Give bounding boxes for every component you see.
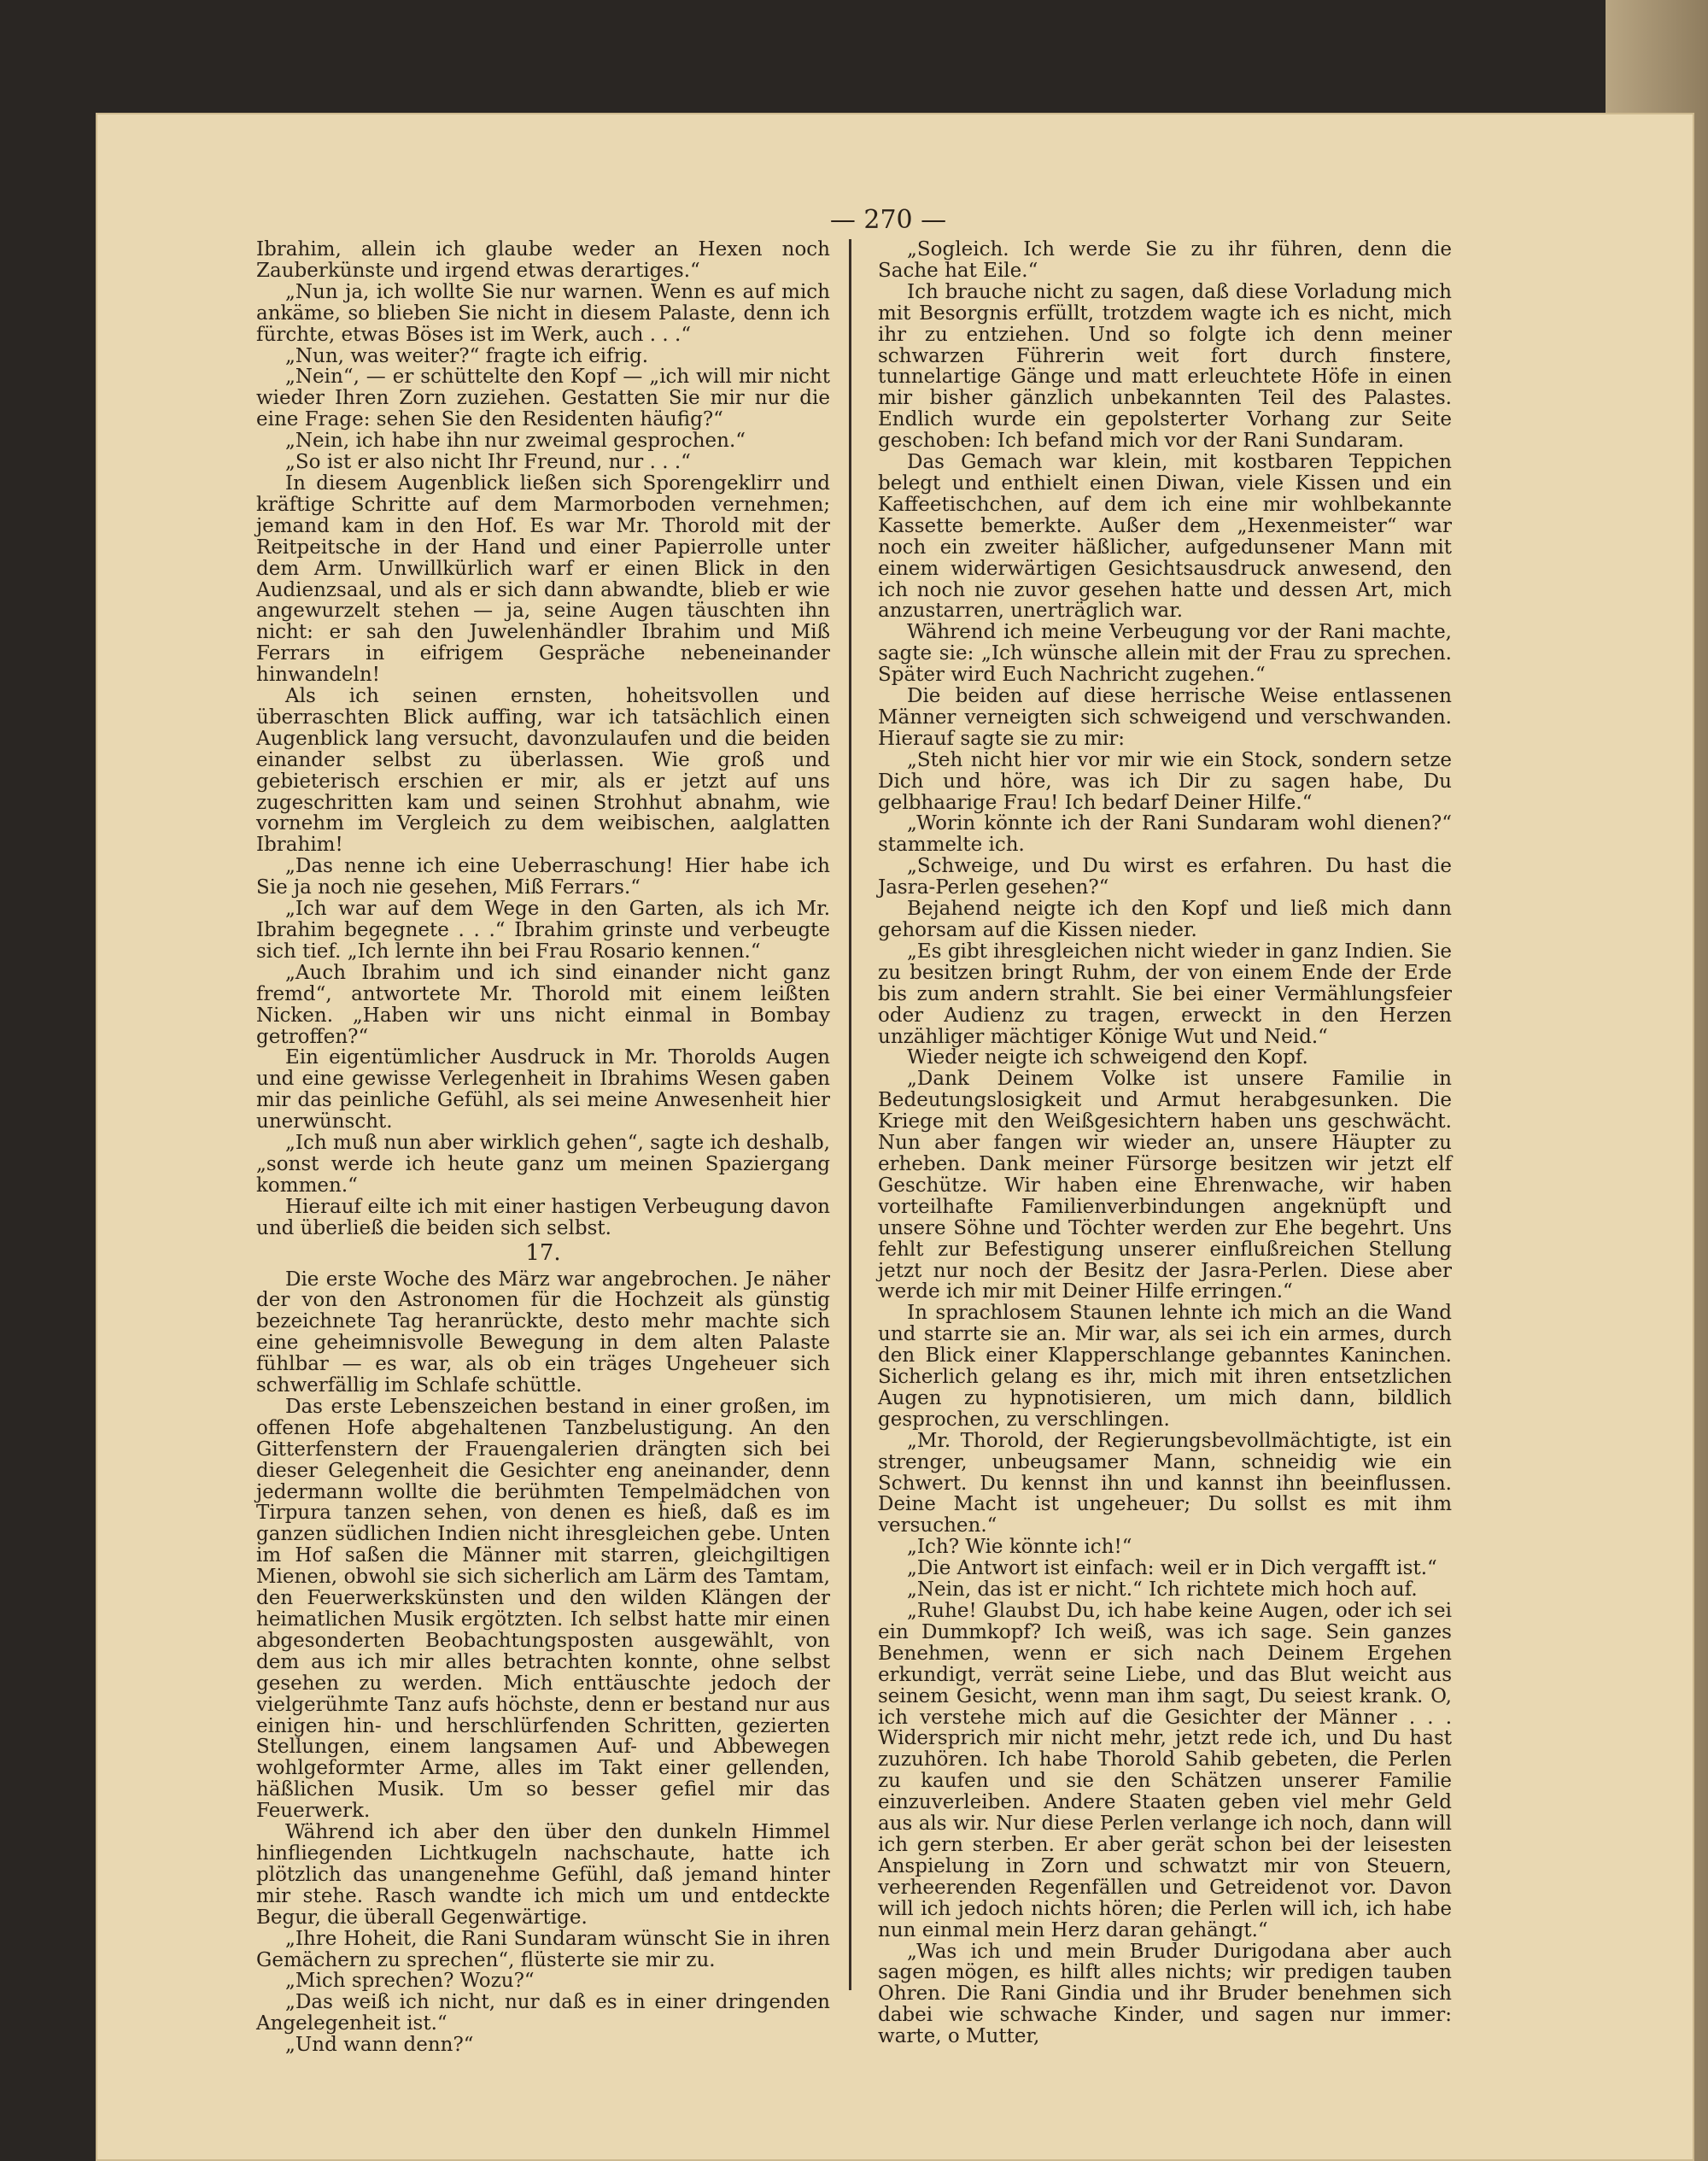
- paragraph: „Das weiß ich nicht, nur daß es in einer dringenden Angelegenheit ist.“: [256, 1991, 830, 2035]
- paragraph: „Und wann denn?“: [285, 2034, 474, 2057]
- paragraph: „Schweige, und Du wirst es erfahren. Du hast die Jasra-Perlen gesehen?“: [878, 855, 1452, 899]
- paragraph: „Worin könnte ich der Rani Sundaram wohl dienen?“ stammelte ich.: [878, 812, 1452, 857]
- chapter-number: 17.: [525, 1239, 561, 1266]
- paragraph: „Ruhe! Glaubst Du, ich habe keine Augen, oder ich sei ein Dummkopf? Ich weiß, was ich sage. Sein ganzes Benehmen, wenn er sich nach Deinem Ergehen erkundigt, verrät seine Liebe, und das Blut weicht aus seinem Gesicht, wenn man ihm sagt, Du seiest krank. O, ich verstehe mich auf die Gesichter der Männer . . . Widersprich mir nicht mehr, jetzt rede ich, und Du hast zuzuhören. Ich habe Thorold Sahib gebeten, die Perlen zu kaufen und sie den Schätzen unserer Familie einzuverleiben. Andere Staaten geben viel mehr Geld aus als wir. Nur diese Perlen verlange ich noch, dann will ich gern sterben. Er aber gerät schon bei der leisesten Anspielung in Zorn und schwatzt mir von Steuern, verheerenden Regenfällen und Getreidenot vor. Davon will ich jedoch nichts hören; die Perlen will ich, ich habe nun einmal mein Herz daran gehängt.“: [878, 1600, 1452, 1941]
- paragraph: Hierauf eilte ich mit einer hastigen Verbeugung davon und überließ die beiden sich selbst.: [256, 1195, 830, 1239]
- paragraph: In diesem Augenblick ließen sich Sporengeklirr und kräftige Schritte auf dem Marmorboden vernehmen; jemand kam in den Hof. Es war Mr. Thorold mit der Reitpeitsche in der Hand und einer Papierrolle unter dem Arm. Unwillkürlich warf er einen Blick in den Audienzsaal, und als er sich dann abwandte, blieb er wie angewurzelt stehen — ja, seine Augen täuschten ihn nicht: er sah den Juwelenhändler Ibrahim und Miß Ferrars in eifrigem Gespräche nebeneinander hinwandeln!: [256, 471, 830, 687]
- paragraph: „Ich war auf dem Wege in den Garten, als ich Mr. Ibrahim begegnete . . .“ Ibrahim grinste und verbeugte sich tief. „Ich lernte ihn bei Frau Rosario kennen.“: [256, 898, 830, 963]
- paragraph: „Die Antwort ist einfach: weil er in Dich vergafft ist.“: [907, 1557, 1437, 1580]
- paragraph: Als ich seinen ernsten, hoheitsvollen und überraschten Blick auffing, war ich tatsächlich einen Augenblick lang versucht, davonzulaufen und die beiden einander selbst zu überlassen. Wie groß und gebieterisch erschien er mir, als er jetzt auf uns zugeschritten kam und seinen Strohhut abnahm, wie vornehm im Vergleich zu dem weibischen, aalglatten Ibrahim!: [256, 685, 830, 857]
- paragraph: „Nein, ich habe ihn nur zweimal gesprochen.“: [285, 430, 746, 453]
- paragraph: „Sogleich. Ich werde Sie zu ihr führen, denn die Sache hat Eile.“: [878, 238, 1452, 282]
- paragraph: „Ich? Wie könnte ich!“: [907, 1536, 1132, 1559]
- column-divider: [849, 239, 851, 1990]
- paragraph: „Mich sprechen? Wozu?“: [285, 1970, 535, 1993]
- left-column: [256, 239, 830, 2056]
- paragraph: Bejahend neigte ich den Kopf und ließ mich dann gehorsam auf die Kissen nieder.: [878, 898, 1452, 941]
- paragraph: „Steh nicht hier vor mir wie ein Stock, sondern setze Dich und höre, was ich Dir zu sagen habe, Du gelbhaarige Frau! Ich bedarf Deiner Hilfe.“: [878, 748, 1452, 814]
- paragraph: Während ich aber den über den dunkeln Himmel hinfliegenden Lichtkugeln nachschaute, hatte ich plötzlich das unangenehme Gefühl, daß jemand hinter mir stehe. Rasch wandte ich mich um und entdeckte Begur, die überall Gegenwärtige.: [256, 1821, 830, 1929]
- paragraph: „Nein“, — er schüttelte den Kopf — „ich will mir nicht wieder Ihren Zorn zuziehen. Gestatten Sie mir nur die eine Frage: sehen Sie den Residenten häufig?“: [256, 366, 830, 431]
- paragraph: „Das nenne ich eine Ueberraschung! Hier habe ich Sie ja noch nie gesehen, Miß Ferrars.“: [256, 855, 830, 899]
- paragraph: Ich brauche nicht zu sagen, daß diese Vorladung mich mit Besorgnis erfüllt, trotzdem wagte ich es nicht, mich ihr zu entziehen. Und so folgte ich denn meiner schwarzen Führerin weit fort durch finstere, tunnelartige Gänge und matt erleuchtete Höfe in einen mir bisher gänzlich unbekannten Teil des Palastes. Endlich wurde ein gepolsterter Vorhang zur Seite geschoben: Ich befand mich vor der Rani Sundaram.: [878, 280, 1452, 453]
- paragraph: „Nun ja, ich wollte Sie nur warnen. Wenn es auf mich ankäme, so blieben Sie nicht in diesem Palaste, denn ich fürchte, etwas Böses ist im Werk, auch . . .“: [256, 280, 830, 346]
- paragraph: „Was ich und mein Bruder Durigodana aber auch sagen mögen, es hilft alles nichts; wir predigen tauben Ohren. Die Rani Gindia und ihr Bruder benehmen sich dabei wie schwache Kinder, und sagen nur immer: warte, o Mutter,: [878, 1940, 1452, 2048]
- paragraph: „Auch Ibrahim und ich sind einander nicht ganz fremd“, antwortete Mr. Thorold mit einem leißten Nicken. „Haben wir uns nicht einmal in Bombay getroffen?“: [256, 961, 830, 1048]
- paragraph: Das erste Lebenszeichen bestand in einer großen, im offenen Hofe abgehaltenen Tanzbelustigung. An den Gitterfenstern der Frauengalerien drängten sich bei dieser Gelegenheit die Gesichter eng aneinander, denn jedermann wollte die berühmten Tempelmädchen von Tirpura tanzen sehen, von denen es hieß, daß es im ganzen südlichen Indien nicht ihresgleichen gebe. Unten im Hof saßen die Männer mit starren, gleichgiltigen Mienen, obwohl sie sich sicherlich am Lärm des Tamtam, den Feuerwerkskünsten und den wilden Klängen der heimatlichen Musik ergötzten. Ich selbst hatte mir einen abgesonderten Beobachtungsposten ausgewählt, von dem aus ich mir alles betrachten konnte, ohne selbst gesehen zu werden. Mich enttäuschte jedoch der vielgerühmte Tanz aufs höchste, denn er bestand nur aus einigen hin- und herschlürfenden Schritten, gezierten Stellungen, einem langsamen Auf- und Abbewegen wohlgeformter Arme, alles im Takt einer gellenden, häßlichen Musik. Um so besser gefiel mir das Feuerwerk.: [256, 1395, 830, 1823]
- paragraph: „Ihre Hoheit, die Rani Sundaram wünscht Sie in ihren Gemächern zu sprechen“, flüsterte sie mir zu.: [256, 1927, 830, 1971]
- paragraph: „Nein, das ist er nicht.“ Ich richtete mich hoch auf.: [907, 1578, 1418, 1602]
- paragraph: Während ich meine Verbeugung vor der Rani machte, sagte sie: „Ich wünsche allein mit der Frau zu sprechen. Später wird Euch Nachricht zugehen.“: [878, 621, 1452, 687]
- paragraph: „Mr. Thorold, der Regierungsbevollmächtigte, ist ein strenger, unbeugsamer Mann, schneidig wie ein Schwert. Du kennst ihn und kannst ihn beeinflussen. Deine Macht ist ungeheuer; Du sollst es mit ihm versuchen.“: [878, 1429, 1452, 1537]
- paragraph: In sprachlosem Staunen lehnte ich mich an die Wand und starrte sie an. Mir war, als sei ich ein armes, durch den Blick einer Klapperschlange gebanntes Kaninchen. Sicherlich gelang es ihr, mich mit ihren entsetzlichen Augen zu hypnotisieren, um mich dann, bildlich gesprochen, zu verschlingen.: [878, 1302, 1452, 1431]
- paragraph: Ein eigentümlicher Ausdruck in Mr. Thorolds Augen und eine gewisse Verlegenheit in Ibrahims Wesen gaben mir das peinliche Gefühl, als sei meine Anwesenheit hier unerwünscht.: [256, 1046, 830, 1133]
- paragraph: Ibrahim, allein ich glaube weder an Hexen noch Zauberkünste und irgend etwas derartiges.“: [256, 238, 830, 282]
- paragraph: „Nun, was weiter?“ fragte ich eifrig.: [285, 344, 649, 367]
- page-number: — 270 —: [829, 205, 947, 235]
- paragraph: Das Gemach war klein, mit kostbaren Teppichen belegt und enthielt einen Diwan, viele Kissen und ein Kaffeetischchen, auf dem ich eine mir wohlbekannte Kassette bemerkte. Außer dem „Hexenmeister“ war noch ein zweiter häßlicher, aufgedunsener Mann mit einem widerwärtigen Gesichtsausdruck anwesend, den ich noch nie zuvor gesehen hatte und dessen Art, mich anzustarren, unerträglich war.: [878, 451, 1452, 623]
- paragraph: Wieder neigte ich schweigend den Kopf.: [907, 1046, 1308, 1069]
- right-column: [878, 239, 1452, 2047]
- paragraph: „Dank Deinem Volke ist unsere Familie in Bedeutungslosigkeit und Armut herabgesunken. Die Kriege mit den Weißgesichtern haben uns geschwächt. Nun aber fangen wir wieder an, unsere Häupter zu erheben. Dank meiner Fürsorge besitzen wir jetzt elf Geschütze. Wir haben eine Ehrenwache, wir haben vorteilhafte Familienverbindungen angeknüpft und unsere Söhne und Töchter werden zur Ehe begehrt. Uns fehlt zur Befestigung unserer einflußreichen Stellung jetzt nur noch der Besitz der Jasra-Perlen. Diese aber werde ich mir mit Deiner Hilfe erringen.“: [878, 1068, 1452, 1303]
- paragraph: Die beiden auf diese herrische Weise entlassenen Männer verneigten sich schweigend und verschwanden. Hierauf sagte sie zu mir:: [878, 685, 1452, 750]
- paragraph: „Es gibt ihresgleichen nicht wieder in ganz Indien. Sie zu besitzen bringt Ruhm, der von einem Ende der Erde bis zum andern strahlt. Sie bei einer Vermählungsfeier oder Audienz zu tragen, erweckt in den Herzen unzähliger mächtiger Könige Wut und Neid.“: [878, 940, 1452, 1048]
- paragraph: Die erste Woche des März war angebrochen. Je näher der von den Astronomen für die Hochzeit als günstig bezeichnete Tag heranrückte, desto mehr machte sich eine geheimnisvolle Bewegung in dem alten Palaste fühlbar — es war, als ob ein träges Ungeheuer sich schwerfällig im Schlafe schüttle.: [256, 1268, 830, 1397]
- paragraph: „Ich muß nun aber wirklich gehen“, sagte ich deshalb, „sonst werde ich heute ganz um meinen Spaziergang kommen.“: [256, 1132, 830, 1197]
- paragraph: „So ist er also nicht Ihr Freund, nur . . .“: [285, 451, 691, 474]
